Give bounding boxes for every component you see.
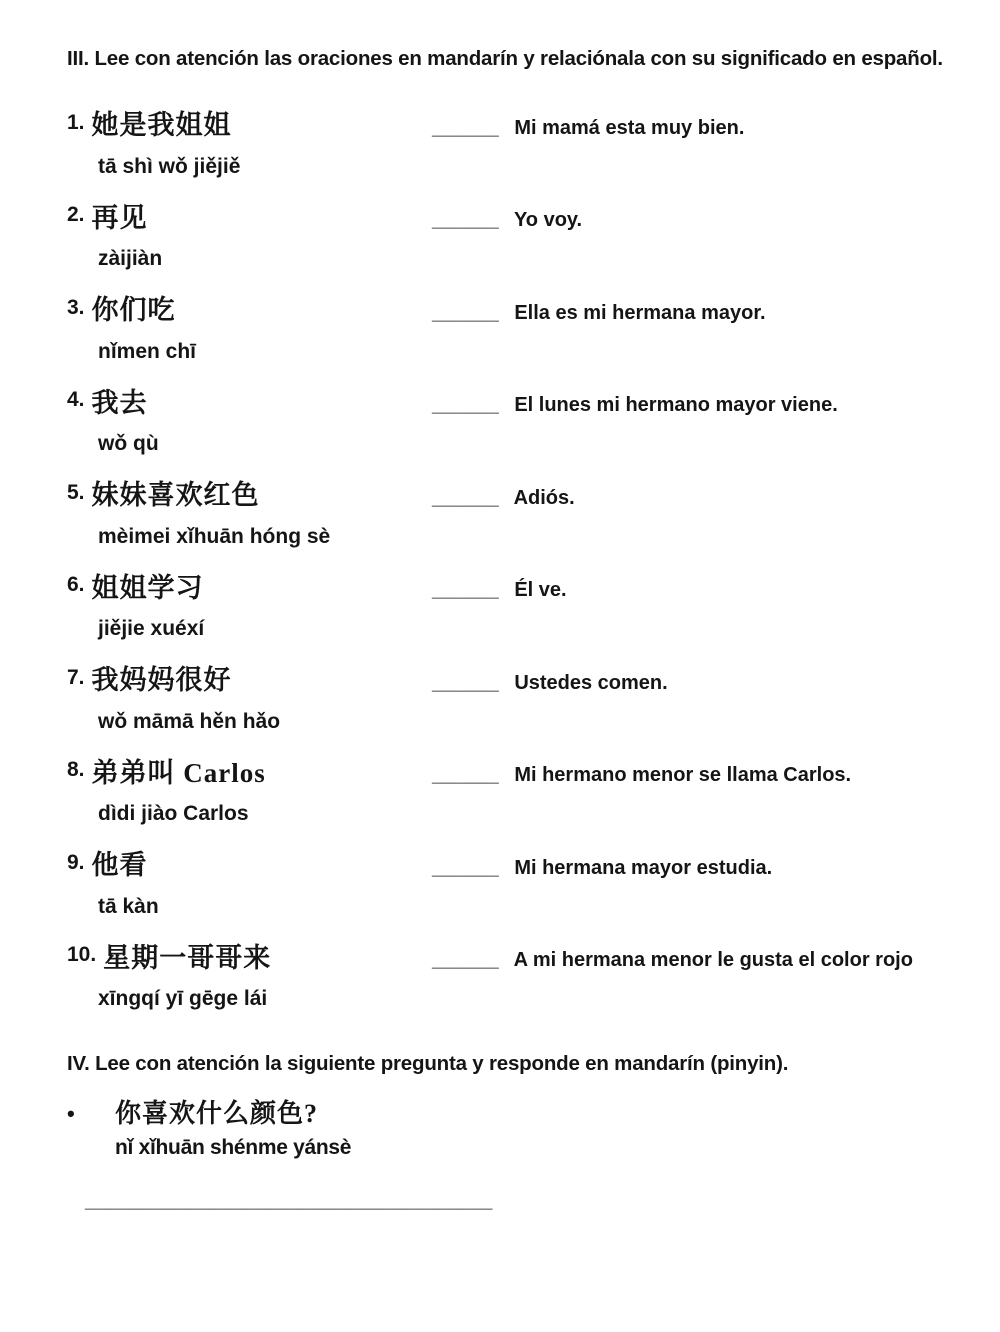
match-row — [67, 378, 964, 471]
mandarin-cell — [67, 471, 432, 564]
item-number: 6. — [67, 573, 85, 597]
spanish-cell — [432, 656, 668, 749]
spanish-text: Adiós. — [513, 486, 575, 509]
pinyin-text: xīngqí yī gēge lái — [98, 987, 268, 1011]
answer-line-blank[interactable]: ____________________________________ — [85, 1189, 493, 1212]
item-number: 1. — [67, 110, 85, 134]
spanish-cell — [432, 378, 838, 471]
section3-title: III. Lee con atención las oraciones en mandarín y relaciónala con su significado en español. — [67, 47, 943, 70]
matching-list — [67, 101, 964, 1026]
mandarin-cell — [67, 656, 432, 749]
hanzi-line — [67, 933, 432, 977]
spanish-cell — [432, 101, 744, 194]
pinyin-text: wǒ qù — [98, 432, 159, 456]
question-pinyin: nǐ xǐhuān shénme yánsè — [115, 1135, 352, 1159]
hanzi-text: 他看 — [91, 850, 148, 881]
mandarin-cell — [67, 933, 432, 1026]
item-number: 5. — [67, 480, 85, 504]
item-number: 7. — [67, 665, 85, 689]
match-row — [67, 193, 964, 286]
answer-blank[interactable]: ______ — [432, 394, 499, 417]
hanzi-text: 我去 — [91, 387, 148, 418]
hanzi-line — [67, 656, 432, 700]
item-number: 2. — [67, 203, 85, 227]
section4-title: IV. Lee con atención la siguiente pregunta y responde en mandarín (pinyin). — [67, 1051, 789, 1075]
hanzi-text: 她是我姐姐 — [91, 110, 232, 141]
match-row — [67, 563, 964, 656]
spanish-cell — [432, 563, 567, 656]
spanish-cell — [432, 748, 851, 841]
hanzi-text: 再见 — [91, 202, 148, 233]
answer-blank[interactable]: ______ — [432, 486, 499, 509]
answer-blank[interactable]: ______ — [432, 209, 499, 232]
pinyin-text: jiějie xuéxí — [98, 617, 205, 641]
pinyin-text: dìdi jiào Carlos — [98, 802, 249, 826]
hanzi-line — [67, 378, 432, 422]
answer-blank[interactable]: ______ — [432, 116, 499, 139]
answer-blank[interactable]: ______ — [432, 949, 499, 972]
mandarin-cell — [67, 563, 432, 656]
pinyin-line — [67, 977, 432, 1021]
spanish-cell — [432, 471, 575, 564]
pinyin-line — [67, 885, 432, 929]
spanish-cell — [432, 933, 913, 1026]
match-row — [67, 656, 964, 749]
answer-blank[interactable]: ______ — [432, 579, 499, 602]
question-block — [67, 1096, 964, 1164]
item-number: 9. — [67, 850, 85, 874]
match-row — [67, 933, 964, 1026]
pinyin-line — [67, 607, 432, 651]
bullet-icon: • — [67, 1100, 75, 1126]
hanzi-line — [67, 563, 432, 607]
mandarin-cell — [67, 378, 432, 471]
spanish-text: Yo voy. — [513, 209, 583, 232]
hanzi-line — [67, 841, 432, 885]
spanish-text: Mi hermano menor se llama Carlos. — [514, 764, 852, 787]
spanish-text: A mi hermana menor le gusta el color rojo — [513, 949, 913, 972]
hanzi-line — [67, 286, 432, 330]
hanzi-line — [67, 471, 432, 515]
spanish-text: Mi mamá esta muy bien. — [514, 116, 745, 139]
spanish-text: Él ve. — [514, 579, 567, 602]
spanish-cell — [432, 193, 582, 286]
spanish-cell — [432, 841, 772, 934]
hanzi-text: 弟弟叫 Carlos — [91, 757, 266, 788]
hanzi-line — [67, 101, 432, 145]
pinyin-text: wǒ māmā hěn hǎo — [98, 709, 281, 733]
answer-blank[interactable]: ______ — [432, 856, 499, 879]
pinyin-text: tā shì wǒ jiějiě — [98, 154, 241, 178]
hanzi-line — [67, 748, 432, 792]
mandarin-cell — [67, 101, 432, 194]
match-row — [67, 471, 964, 564]
pinyin-text: tā kàn — [98, 894, 159, 918]
item-number: 3. — [67, 295, 85, 319]
pinyin-line — [67, 792, 432, 836]
match-row — [67, 748, 964, 841]
answer-blank[interactable]: ______ — [432, 764, 499, 787]
spanish-text: Mi hermana mayor estudia. — [514, 856, 773, 879]
mandarin-cell — [67, 286, 432, 379]
spanish-text: Ustedes comen. — [514, 671, 668, 694]
match-row — [67, 286, 964, 379]
match-row — [67, 101, 964, 194]
hanzi-text: 妹妹喜欢红色 — [91, 480, 260, 511]
pinyin-line — [67, 422, 432, 466]
item-number: 10. — [67, 943, 97, 967]
hanzi-text: 你们吃 — [91, 295, 176, 326]
spanish-text: Ella es mi hermana mayor. — [514, 301, 766, 324]
match-row — [67, 841, 964, 934]
question-text-block — [115, 1096, 351, 1164]
mandarin-cell — [67, 193, 432, 286]
answer-blank[interactable]: ______ — [432, 301, 499, 324]
pinyin-text: nǐmen chī — [98, 339, 197, 363]
pinyin-text: zàijiàn — [98, 247, 163, 271]
mandarin-cell — [67, 748, 432, 841]
pinyin-line — [67, 237, 432, 281]
item-number: 4. — [67, 388, 85, 412]
answer-blank[interactable]: ______ — [432, 671, 499, 694]
question-hanzi: 你喜欢什么颜色? — [115, 1098, 319, 1128]
hanzi-text: 姐姐学习 — [91, 572, 204, 603]
pinyin-text: mèimei xǐhuān hóng sè — [98, 524, 331, 548]
pinyin-line — [67, 700, 432, 744]
spanish-cell — [432, 286, 766, 379]
hanzi-text: 我妈妈很好 — [91, 665, 232, 696]
pinyin-line — [67, 515, 432, 559]
hanzi-text: 星期一哥哥来 — [103, 942, 272, 973]
spanish-text: El lunes mi hermano mayor viene. — [514, 394, 838, 417]
pinyin-line — [67, 145, 432, 189]
item-number: 8. — [67, 758, 85, 782]
pinyin-line — [67, 330, 432, 374]
mandarin-cell — [67, 841, 432, 934]
hanzi-line — [67, 193, 432, 237]
